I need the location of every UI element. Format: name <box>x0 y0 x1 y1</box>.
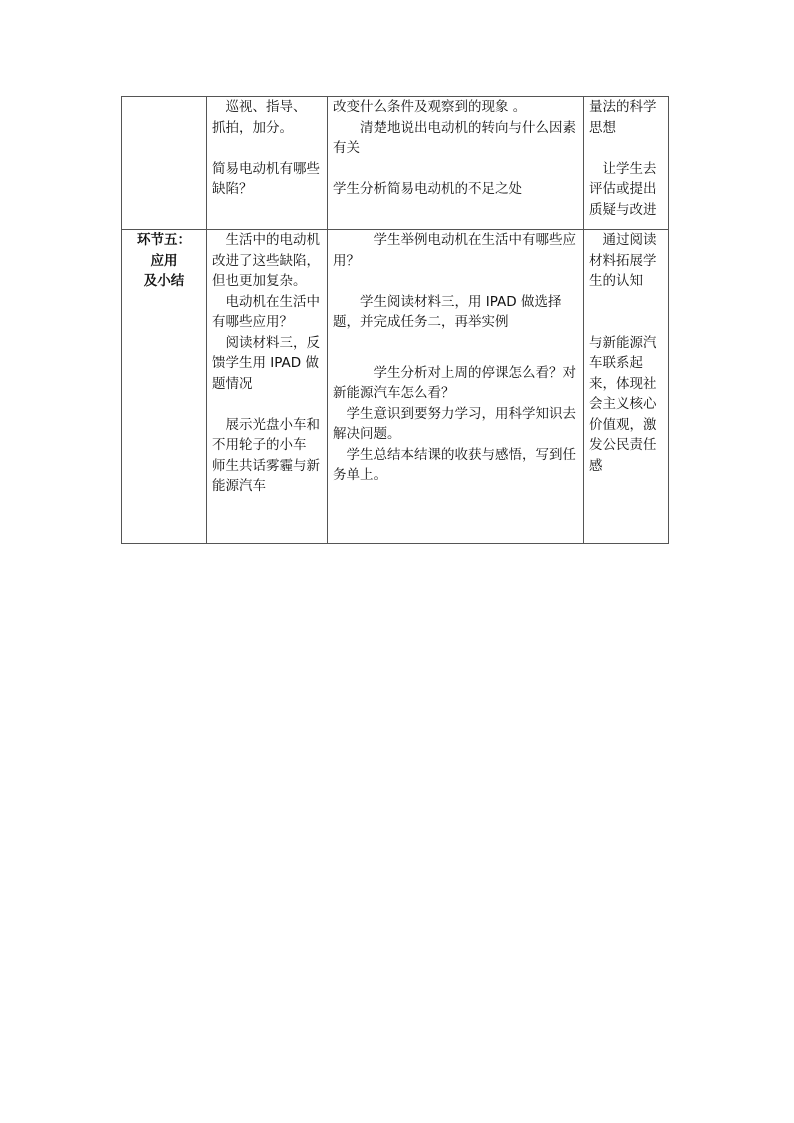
teacher-text: 抓拍，加分。 <box>212 119 293 136</box>
teacher-text: 简易电动机有哪些缺陷？ <box>212 160 320 197</box>
lesson-plan-table <box>121 96 669 544</box>
design-intent-cell <box>584 97 669 230</box>
student-text: 学生分析简易电动机的不足之处 <box>333 181 522 197</box>
teacher-text: 巡视、指导、 <box>225 99 307 115</box>
student-activity-cell <box>328 97 584 230</box>
stage-cell <box>122 97 207 230</box>
teacher-text: 阅读材料三，反馈学生用 IPAD 做题情况 <box>212 334 320 392</box>
stage-cell <box>122 230 207 544</box>
teacher-text: 生活中的电动机改进了这些缺陷，但也更加复杂。 <box>212 232 320 289</box>
intent-text: 与新能源汽车联系起来，体现社会主义核心价值观，激发公民责任感 <box>589 334 657 474</box>
student-text: 学生阅读材料三，用 IPAD 做选择题，并完成任务二，再举实例 <box>333 293 562 330</box>
table-row <box>122 230 669 544</box>
student-text: 学生举例电动机在生活中有哪些应用？ <box>333 232 576 269</box>
stage-title: 环节五： <box>137 232 191 248</box>
intent-text: 量法的科学思想 <box>589 99 657 136</box>
teacher-activity-cell <box>207 230 328 544</box>
stage-title: 及小结 <box>143 273 185 289</box>
student-text: 学生总结本结课的收获与感悟，写到任务单上。 <box>333 446 576 483</box>
intent-text: 通过阅读材料拓展学生的认知 <box>589 232 657 289</box>
student-text: 学生意识到要努力学习，用科学知识去解决问题。 <box>333 405 576 442</box>
design-intent-cell <box>584 230 669 544</box>
student-text: 清楚地说出电动机的转向与什么因素有关 <box>333 119 576 156</box>
teacher-text: 展示光盘小车和不用轮子的小车 <box>212 416 320 453</box>
stage-title: 应用 <box>150 252 178 269</box>
table-row <box>122 97 669 230</box>
student-text: 改变什么条件及观察到的现象 。 <box>333 99 527 115</box>
student-activity-cell <box>328 230 584 544</box>
student-text: 学生分析对上周的停课怎么看？对新能源汽车怎么看？ <box>333 364 576 401</box>
teacher-text: 电动机在生活中有哪些应用？ <box>212 293 320 330</box>
intent-text: 让学生去评估或提出质疑与改进 <box>589 160 657 218</box>
teacher-text: 师生共话雾霾与新能源汽车 <box>212 457 320 494</box>
teacher-activity-cell <box>207 97 328 230</box>
